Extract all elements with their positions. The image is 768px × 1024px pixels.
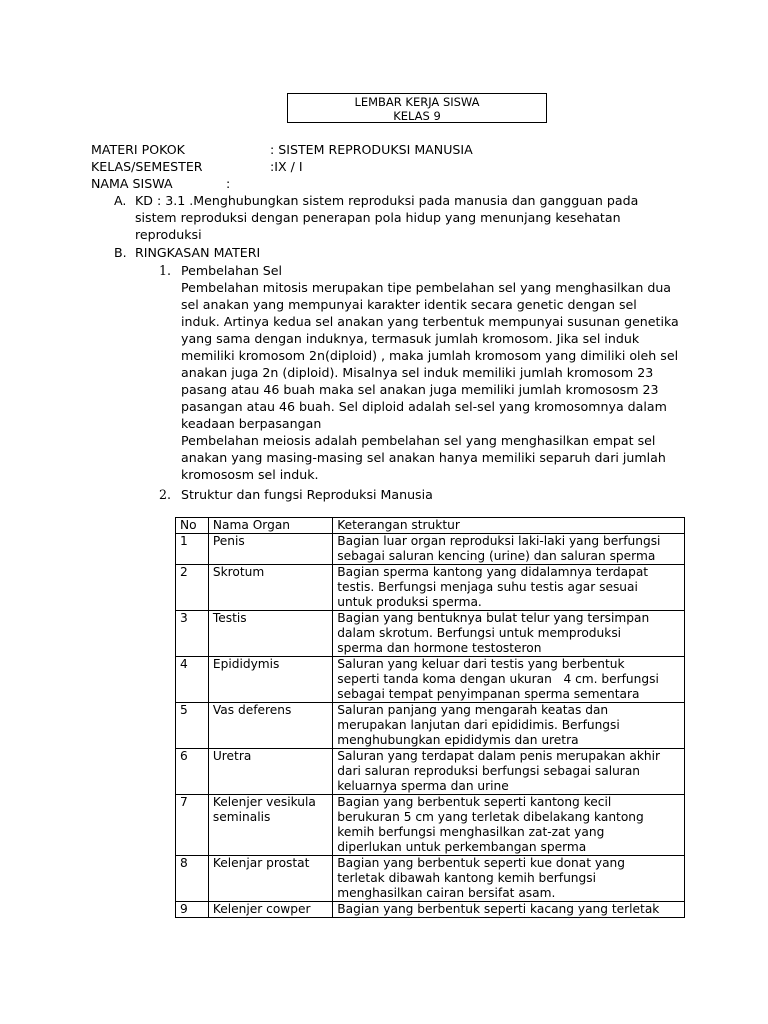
desc-line: merupakan lanjutan dari epididimis. Berfungsi bbox=[337, 718, 620, 732]
desc-line: Saluran yang keluar dari testis yang berbentuk bbox=[337, 657, 625, 671]
cell-organ bbox=[208, 611, 332, 657]
desc-line: Saluran panjang yang mengarah keatas dan bbox=[337, 703, 609, 717]
cell-no: 7 bbox=[176, 795, 209, 856]
table-row bbox=[176, 611, 685, 657]
table-row bbox=[176, 902, 685, 918]
desc-line: Bagian yang bentuknya bulat telur yang tersimpan bbox=[337, 611, 650, 625]
materi-label: MATERI POKOK bbox=[91, 142, 185, 157]
cell-organ bbox=[208, 902, 332, 918]
organ-line: Kelenjer vesikula bbox=[212, 795, 316, 809]
table-row bbox=[176, 657, 685, 703]
cell-no: 1 bbox=[176, 534, 209, 565]
desc-line: menghasilkan cairan bersifat asam. bbox=[337, 886, 556, 900]
header-keterangan: Keterangan struktur bbox=[333, 518, 685, 534]
cell-organ bbox=[208, 856, 332, 902]
cell-desc bbox=[333, 565, 685, 611]
organ-line: Skrotum bbox=[212, 565, 265, 579]
kd-line: KD : 3.1 .Menghubungkan sistem reproduksi pada manusia dan gangguan pada bbox=[135, 193, 639, 208]
paragraph-line: induk. Artinya kedua sel anakan yang terbentuk mempunyai susunan genetika bbox=[181, 314, 679, 329]
item-2-marker: 2. bbox=[159, 487, 172, 502]
cell-desc bbox=[333, 749, 685, 795]
paragraph-line: Pembelahan mitosis merupakan tipe pembelahan sel yang menghasilkan dua bbox=[181, 280, 672, 295]
desc-line: dari saluran reproduksi berfungsi sebagai saluran bbox=[337, 764, 641, 778]
table-header-row bbox=[176, 518, 685, 534]
desc-line: dalam skrotum. Berfungsi untuk memproduksi bbox=[337, 626, 622, 640]
header-organ: Nama Organ bbox=[208, 518, 332, 534]
organ-line: Uretra bbox=[212, 749, 252, 763]
desc-line: Bagian sperma kantong yang didalamnya terdapat bbox=[337, 565, 649, 579]
kd-line: reproduksi bbox=[135, 227, 202, 242]
kd-line: sistem reproduksi dengan penerapan pola hidup yang menunjang kesehatan bbox=[135, 210, 621, 225]
desc-line: sebagai tempat penyimpanan sperma sementara bbox=[337, 687, 640, 701]
kelas-label: KELAS/SEMESTER bbox=[91, 159, 203, 174]
cell-desc bbox=[333, 902, 685, 918]
cell-desc bbox=[333, 534, 685, 565]
desc-line: Bagian yang berbentuk seperti kacang yang terletak bbox=[337, 902, 660, 916]
table-row bbox=[176, 749, 685, 795]
paragraph-line: anakan juga 2n (diploid). Misalnya sel induk memiliki jumlah kromosom 23 bbox=[181, 365, 654, 380]
cell-no: 3 bbox=[176, 611, 209, 657]
desc-line: menghubungkan epididymis dan uretra bbox=[337, 733, 579, 747]
cell-organ bbox=[208, 657, 332, 703]
kelas-value: :IX / I bbox=[270, 159, 303, 174]
cell-no: 9 bbox=[176, 902, 209, 918]
section-b-title: RINGKASAN MATERI bbox=[135, 245, 261, 260]
paragraph-line: kromososm sel induk. bbox=[181, 467, 319, 482]
item-1-body bbox=[181, 262, 679, 483]
cell-no: 4 bbox=[176, 657, 209, 703]
cell-no: 6 bbox=[176, 749, 209, 795]
cell-organ bbox=[208, 565, 332, 611]
materi-value: : SISTEM REPRODUKSI MANUSIA bbox=[270, 142, 473, 157]
table-row bbox=[176, 565, 685, 611]
nama-row bbox=[91, 175, 230, 192]
desc-line: untuk produksi sperma. bbox=[337, 595, 482, 609]
mitosis-paragraph bbox=[181, 279, 679, 432]
item-1-title: Pembelahan Sel bbox=[181, 263, 283, 278]
cell-desc bbox=[333, 795, 685, 856]
cell-organ bbox=[208, 534, 332, 565]
table-row bbox=[176, 856, 685, 902]
desc-line: Saluran yang terdapat dalam penis merupakan akhir bbox=[337, 749, 661, 763]
desc-line: berukuran 5 cm yang terletak dibelakang kantong bbox=[337, 810, 644, 824]
meiosis-paragraph bbox=[181, 432, 679, 483]
paragraph-line: keadaan berpasangan bbox=[181, 416, 322, 431]
desc-line: seperti tanda koma dengan ukuran 4 cm. berfungsi bbox=[337, 672, 659, 686]
organ-line: Kelenjar prostat bbox=[212, 856, 310, 870]
cell-no: 8 bbox=[176, 856, 209, 902]
section-a-marker: A. bbox=[114, 193, 127, 208]
paragraph-line: memiliki kromosom 2n(diploid) , maka jumlah kromosom yang dimiliki oleh sel bbox=[181, 348, 679, 363]
paragraph-line: sel anakan yang mempunyai karakter identik secara genetic dengan sel bbox=[181, 297, 637, 312]
item-1-marker: 1. bbox=[159, 263, 172, 278]
worksheet-title: LEMBAR KERJA SISWA bbox=[354, 95, 480, 109]
desc-line: testis. Berfungsi menjaga suhu testis agar sesuai bbox=[337, 580, 638, 594]
organ-line: Epididymis bbox=[212, 657, 280, 671]
cell-desc bbox=[333, 703, 685, 749]
paragraph-line: pasang atau 46 buah maka sel anakan juga memiliki jumlah kromososm 23 bbox=[181, 382, 659, 397]
section-b-marker: B. bbox=[114, 245, 127, 260]
desc-line: sperma dan hormone testosteron bbox=[337, 641, 542, 655]
desc-line: diperlukan untuk perkembangan sperma bbox=[337, 840, 587, 854]
cell-desc bbox=[333, 657, 685, 703]
cell-no: 2 bbox=[176, 565, 209, 611]
cell-organ bbox=[208, 795, 332, 856]
kelas-row bbox=[91, 158, 303, 175]
desc-line: keluarnya sperma dan urine bbox=[337, 779, 509, 793]
paragraph-line: pasangan atau 46 buah. Sel diploid adalah sel-sel yang kromosomnya dalam bbox=[181, 399, 667, 414]
desc-line: terletak dibawah kantong kemih berfungsi bbox=[337, 871, 597, 885]
worksheet-title-box bbox=[287, 93, 547, 123]
desc-line: kemih berfungsi menghasilkan zat-zat yang bbox=[337, 825, 605, 839]
cell-desc bbox=[333, 611, 685, 657]
header-no: No bbox=[176, 518, 209, 534]
nama-label: NAMA SISWA bbox=[91, 176, 173, 191]
cell-no: 5 bbox=[176, 703, 209, 749]
desc-line: Bagian yang berbentuk seperti kue donat yang bbox=[337, 856, 626, 870]
paragraph-line: yang sama dengan induknya, termasuk jumlah kromosom. Jika sel induk bbox=[181, 331, 640, 346]
cell-desc bbox=[333, 856, 685, 902]
nama-value: : bbox=[226, 176, 231, 191]
organ-line: Testis bbox=[212, 611, 247, 625]
table-row bbox=[176, 795, 685, 856]
organ-line: Kelenjer cowper bbox=[212, 902, 311, 916]
section-a-text bbox=[135, 192, 638, 243]
table-row bbox=[176, 534, 685, 565]
item-2-title: Struktur dan fungsi Reproduksi Manusia bbox=[181, 487, 433, 502]
table-row bbox=[176, 703, 685, 749]
organ-table bbox=[175, 517, 685, 918]
organ-line: Vas deferens bbox=[212, 703, 292, 717]
paragraph-line: Pembelahan meiosis adalah pembelahan sel yang menghasilkan empat sel bbox=[181, 433, 656, 448]
paragraph-line: anakan yang masing-masing sel anakan hanya memiliki separuh dari jumlah bbox=[181, 450, 666, 465]
cell-organ bbox=[208, 749, 332, 795]
desc-line: Bagian luar organ reproduksi laki-laki yang berfungsi bbox=[337, 534, 661, 548]
organ-line: Penis bbox=[212, 534, 245, 548]
organ-line: seminalis bbox=[212, 810, 271, 824]
desc-line: sebagai saluran kencing (urine) dan saluran sperma bbox=[337, 549, 656, 563]
worksheet-class: KELAS 9 bbox=[393, 109, 441, 123]
desc-line: Bagian yang berbentuk seperti kantong kecil bbox=[337, 795, 612, 809]
materi-row bbox=[91, 141, 473, 158]
cell-organ bbox=[208, 703, 332, 749]
